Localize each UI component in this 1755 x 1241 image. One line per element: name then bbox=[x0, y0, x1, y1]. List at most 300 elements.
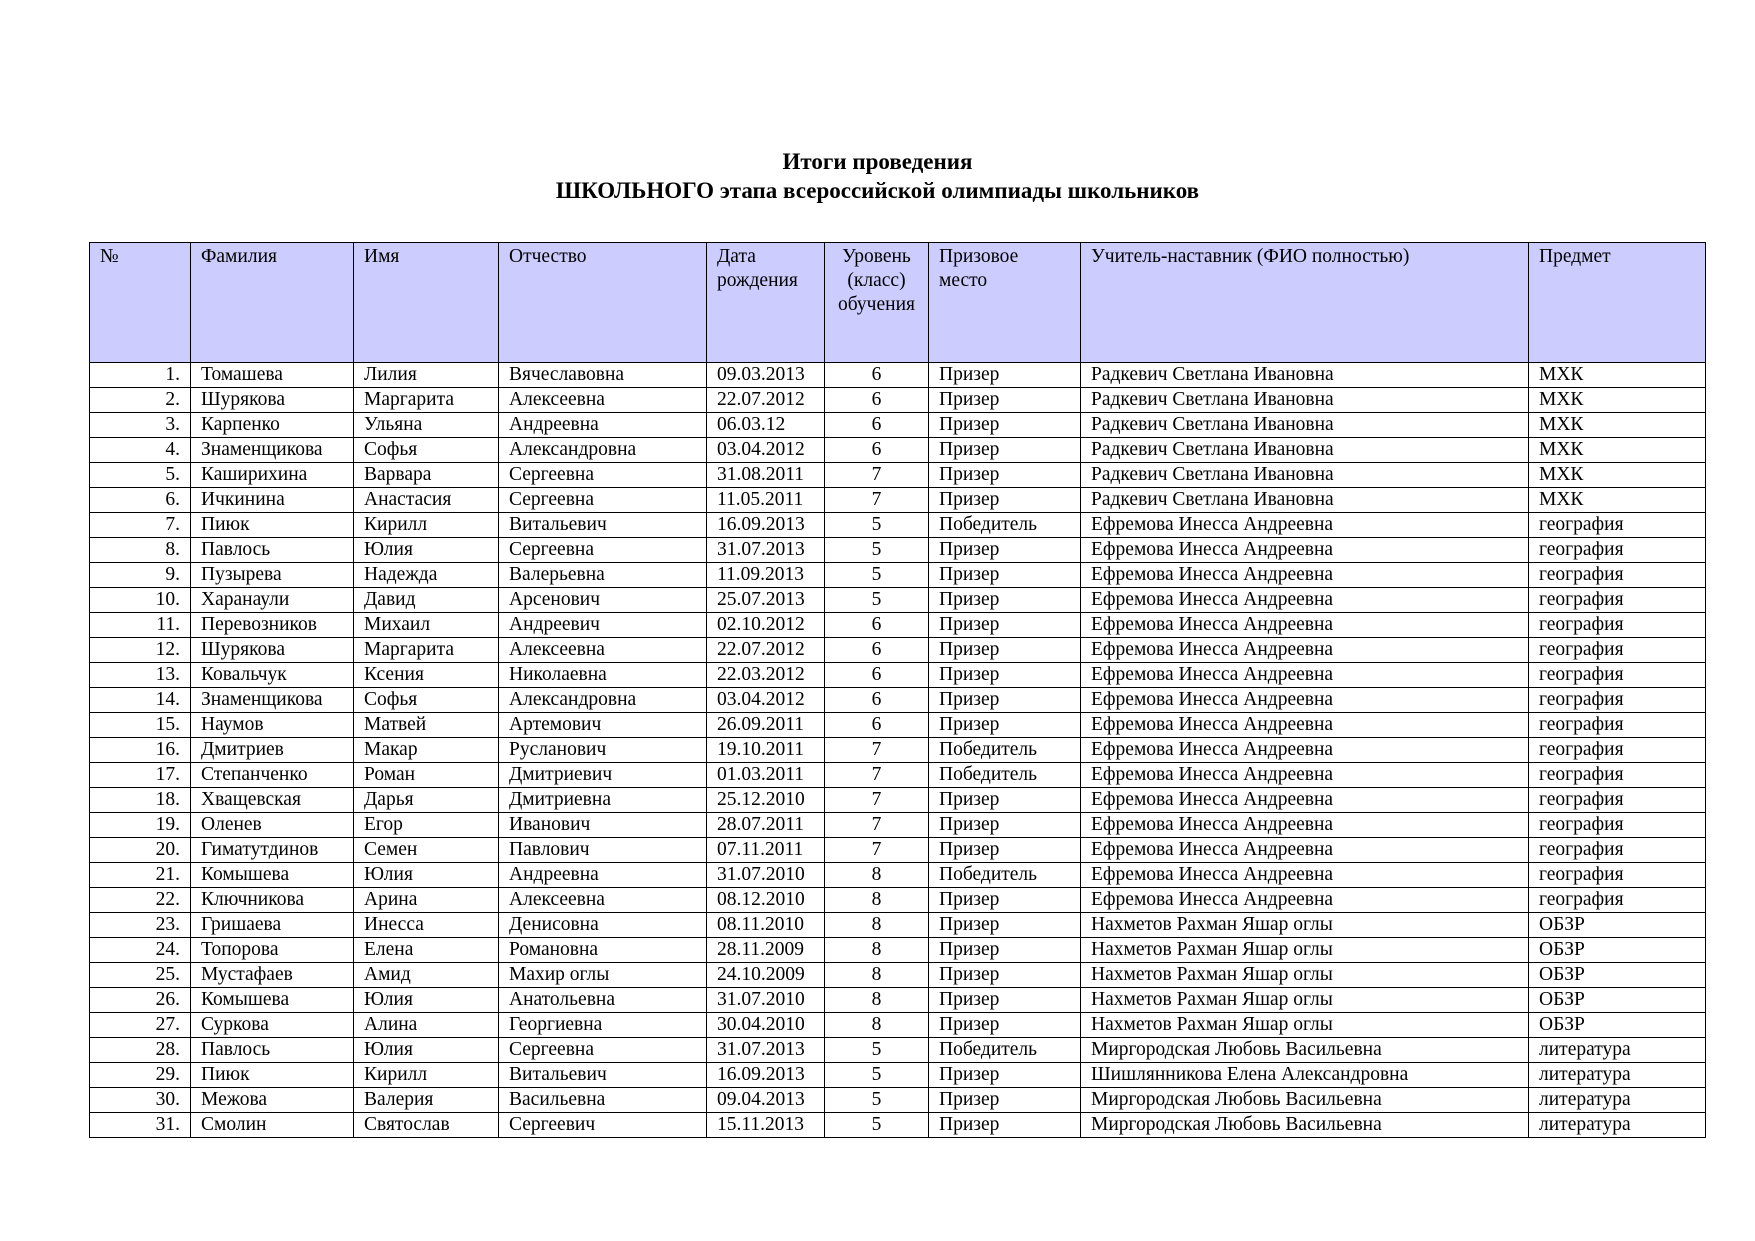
cell-num: 30. bbox=[90, 1088, 191, 1113]
cell-place: Победитель bbox=[929, 863, 1081, 888]
cell-name: Дарья bbox=[354, 788, 499, 813]
header-teacher: Учитель-наставник (ФИО полностью) bbox=[1081, 243, 1529, 363]
table-row bbox=[90, 788, 1706, 813]
cell-birthdate: 03.04.2012 bbox=[707, 438, 825, 463]
cell-level: 6 bbox=[825, 663, 929, 688]
table-row bbox=[90, 438, 1706, 463]
cell-birthdate: 28.07.2011 bbox=[707, 813, 825, 838]
cell-birthdate: 22.07.2012 bbox=[707, 638, 825, 663]
cell-birthdate: 03.04.2012 bbox=[707, 688, 825, 713]
table-row bbox=[90, 863, 1706, 888]
cell-patronymic: Андреевич bbox=[499, 613, 707, 638]
cell-surname: Харанаули bbox=[191, 588, 354, 613]
cell-surname: Перевозников bbox=[191, 613, 354, 638]
cell-level: 8 bbox=[825, 963, 929, 988]
cell-place: Призер bbox=[929, 1113, 1081, 1138]
cell-place: Призер bbox=[929, 713, 1081, 738]
cell-surname: Томашева bbox=[191, 363, 354, 388]
cell-place: Призер bbox=[929, 463, 1081, 488]
cell-birthdate: 22.03.2012 bbox=[707, 663, 825, 688]
table-row bbox=[90, 638, 1706, 663]
cell-place: Призер bbox=[929, 663, 1081, 688]
cell-patronymic: Артемович bbox=[499, 713, 707, 738]
cell-level: 5 bbox=[825, 513, 929, 538]
cell-place: Победитель bbox=[929, 513, 1081, 538]
table-row bbox=[90, 1063, 1706, 1088]
cell-level: 6 bbox=[825, 713, 929, 738]
table-row bbox=[90, 613, 1706, 638]
cell-surname: Межова bbox=[191, 1088, 354, 1113]
cell-name: Матвей bbox=[354, 713, 499, 738]
cell-patronymic: Николаевна bbox=[499, 663, 707, 688]
cell-name: Арина bbox=[354, 888, 499, 913]
cell-name: Святослав bbox=[354, 1113, 499, 1138]
cell-num: 16. bbox=[90, 738, 191, 763]
cell-level: 8 bbox=[825, 888, 929, 913]
cell-level: 5 bbox=[825, 563, 929, 588]
cell-level: 5 bbox=[825, 1038, 929, 1063]
cell-teacher: Ефремова Инесса Андреевна bbox=[1081, 513, 1529, 538]
table-row bbox=[90, 713, 1706, 738]
cell-level: 5 bbox=[825, 588, 929, 613]
cell-level: 8 bbox=[825, 863, 929, 888]
cell-birthdate: 31.07.2013 bbox=[707, 1038, 825, 1063]
cell-teacher: Ефремова Инесса Андреевна bbox=[1081, 838, 1529, 863]
cell-birthdate: 01.03.2011 bbox=[707, 763, 825, 788]
cell-place: Призер bbox=[929, 888, 1081, 913]
cell-place: Призер bbox=[929, 363, 1081, 388]
cell-teacher: Ефремова Инесса Андреевна bbox=[1081, 663, 1529, 688]
cell-name: Софья bbox=[354, 688, 499, 713]
cell-name: Амид bbox=[354, 963, 499, 988]
cell-subject: география bbox=[1529, 838, 1706, 863]
cell-subject: география bbox=[1529, 663, 1706, 688]
table-row bbox=[90, 1013, 1706, 1038]
cell-name: Софья bbox=[354, 438, 499, 463]
cell-surname: Комышева bbox=[191, 863, 354, 888]
cell-place: Призер bbox=[929, 1088, 1081, 1113]
cell-teacher: Радкевич Светлана Ивановна bbox=[1081, 413, 1529, 438]
table-row bbox=[90, 388, 1706, 413]
table-row bbox=[90, 413, 1706, 438]
table-row bbox=[90, 988, 1706, 1013]
cell-teacher: Миргородская Любовь Васильевна bbox=[1081, 1088, 1529, 1113]
table-row bbox=[90, 1038, 1706, 1063]
cell-subject: география bbox=[1529, 563, 1706, 588]
table-row bbox=[90, 488, 1706, 513]
cell-name: Валерия bbox=[354, 1088, 499, 1113]
cell-place: Призер bbox=[929, 1013, 1081, 1038]
cell-birthdate: 06.03.12 bbox=[707, 413, 825, 438]
cell-patronymic: Валерьевна bbox=[499, 563, 707, 588]
table-row bbox=[90, 963, 1706, 988]
cell-level: 8 bbox=[825, 913, 929, 938]
cell-patronymic: Арсенович bbox=[499, 588, 707, 613]
cell-birthdate: 31.07.2010 bbox=[707, 863, 825, 888]
cell-level: 6 bbox=[825, 613, 929, 638]
cell-teacher: Миргородская Любовь Васильевна bbox=[1081, 1038, 1529, 1063]
cell-teacher: Миргородская Любовь Васильевна bbox=[1081, 1113, 1529, 1138]
cell-patronymic: Иванович bbox=[499, 813, 707, 838]
cell-birthdate: 31.07.2013 bbox=[707, 538, 825, 563]
cell-teacher: Радкевич Светлана Ивановна bbox=[1081, 488, 1529, 513]
table-row bbox=[90, 888, 1706, 913]
header-birthdate: Дата рождения bbox=[707, 243, 825, 363]
cell-subject: география bbox=[1529, 588, 1706, 613]
cell-num: 18. bbox=[90, 788, 191, 813]
cell-surname: Ичкинина bbox=[191, 488, 354, 513]
cell-subject: ОБЗР bbox=[1529, 913, 1706, 938]
cell-num: 20. bbox=[90, 838, 191, 863]
cell-patronymic: Русланович bbox=[499, 738, 707, 763]
cell-birthdate: 16.09.2013 bbox=[707, 513, 825, 538]
cell-subject: МХК bbox=[1529, 438, 1706, 463]
cell-num: 6. bbox=[90, 488, 191, 513]
cell-surname: Наумов bbox=[191, 713, 354, 738]
cell-teacher: Радкевич Светлана Ивановна bbox=[1081, 388, 1529, 413]
cell-name: Ульяна bbox=[354, 413, 499, 438]
cell-patronymic: Махир оглы bbox=[499, 963, 707, 988]
cell-name: Михаил bbox=[354, 613, 499, 638]
cell-teacher: Ефремова Инесса Андреевна bbox=[1081, 788, 1529, 813]
cell-birthdate: 16.09.2013 bbox=[707, 1063, 825, 1088]
cell-teacher: Шишлянникова Елена Александровна bbox=[1081, 1063, 1529, 1088]
cell-surname: Павлось bbox=[191, 1038, 354, 1063]
header-row bbox=[90, 243, 1706, 363]
cell-place: Призер bbox=[929, 438, 1081, 463]
cell-place: Призер bbox=[929, 588, 1081, 613]
cell-name: Юлия bbox=[354, 988, 499, 1013]
cell-subject: география bbox=[1529, 738, 1706, 763]
cell-surname: Карпенко bbox=[191, 413, 354, 438]
cell-subject: география bbox=[1529, 513, 1706, 538]
cell-teacher: Ефремова Инесса Андреевна bbox=[1081, 688, 1529, 713]
cell-surname: Знаменщикова bbox=[191, 438, 354, 463]
cell-teacher: Нахметов Рахман Яшар оглы bbox=[1081, 1013, 1529, 1038]
table-row bbox=[90, 763, 1706, 788]
cell-teacher: Ефремова Инесса Андреевна bbox=[1081, 888, 1529, 913]
header-name: Имя bbox=[354, 243, 499, 363]
cell-level: 8 bbox=[825, 1013, 929, 1038]
document-title bbox=[0, 147, 1755, 205]
cell-subject: география bbox=[1529, 763, 1706, 788]
cell-subject: литература bbox=[1529, 1088, 1706, 1113]
cell-name: Елена bbox=[354, 938, 499, 963]
title-line-1: Итоги проведения bbox=[782, 149, 973, 174]
cell-name: Инесса bbox=[354, 913, 499, 938]
cell-num: 13. bbox=[90, 663, 191, 688]
cell-level: 5 bbox=[825, 538, 929, 563]
cell-level: 6 bbox=[825, 363, 929, 388]
cell-num: 31. bbox=[90, 1113, 191, 1138]
cell-subject: МХК bbox=[1529, 463, 1706, 488]
cell-level: 7 bbox=[825, 763, 929, 788]
cell-name: Маргарита bbox=[354, 638, 499, 663]
table-header bbox=[90, 243, 1706, 363]
table-row bbox=[90, 938, 1706, 963]
cell-place: Призер bbox=[929, 413, 1081, 438]
cell-subject: литература bbox=[1529, 1038, 1706, 1063]
cell-place: Призер bbox=[929, 563, 1081, 588]
cell-place: Призер bbox=[929, 788, 1081, 813]
cell-place: Призер bbox=[929, 938, 1081, 963]
cell-patronymic: Алексеевна bbox=[499, 388, 707, 413]
cell-level: 6 bbox=[825, 388, 929, 413]
cell-teacher: Радкевич Светлана Ивановна bbox=[1081, 363, 1529, 388]
cell-num: 9. bbox=[90, 563, 191, 588]
cell-patronymic: Дмитриевна bbox=[499, 788, 707, 813]
cell-patronymic: Сергеевна bbox=[499, 1038, 707, 1063]
cell-patronymic: Васильевна bbox=[499, 1088, 707, 1113]
cell-num: 26. bbox=[90, 988, 191, 1013]
cell-subject: география bbox=[1529, 888, 1706, 913]
cell-teacher: Радкевич Светлана Ивановна bbox=[1081, 463, 1529, 488]
cell-place: Победитель bbox=[929, 738, 1081, 763]
cell-place: Призер bbox=[929, 963, 1081, 988]
cell-level: 7 bbox=[825, 838, 929, 863]
table-row bbox=[90, 563, 1706, 588]
cell-teacher: Ефремова Инесса Андреевна bbox=[1081, 538, 1529, 563]
cell-place: Призер bbox=[929, 1063, 1081, 1088]
cell-teacher: Нахметов Рахман Яшар оглы bbox=[1081, 988, 1529, 1013]
cell-subject: география bbox=[1529, 638, 1706, 663]
cell-patronymic: Андреевна bbox=[499, 863, 707, 888]
cell-teacher: Ефремова Инесса Андреевна bbox=[1081, 713, 1529, 738]
cell-teacher: Ефремова Инесса Андреевна bbox=[1081, 563, 1529, 588]
cell-num: 4. bbox=[90, 438, 191, 463]
cell-surname: Пиюк bbox=[191, 1063, 354, 1088]
cell-name: Лилия bbox=[354, 363, 499, 388]
cell-surname: Ковальчук bbox=[191, 663, 354, 688]
cell-place: Призер bbox=[929, 988, 1081, 1013]
header-subject: Предмет bbox=[1529, 243, 1706, 363]
table-row bbox=[90, 513, 1706, 538]
cell-subject: литература bbox=[1529, 1063, 1706, 1088]
cell-num: 24. bbox=[90, 938, 191, 963]
cell-place: Победитель bbox=[929, 763, 1081, 788]
cell-num: 19. bbox=[90, 813, 191, 838]
cell-teacher: Ефремова Инесса Андреевна bbox=[1081, 813, 1529, 838]
cell-subject: ОБЗР bbox=[1529, 988, 1706, 1013]
cell-place: Призер bbox=[929, 488, 1081, 513]
table-row bbox=[90, 738, 1706, 763]
cell-birthdate: 19.10.2011 bbox=[707, 738, 825, 763]
cell-place: Призер bbox=[929, 538, 1081, 563]
cell-name: Кирилл bbox=[354, 1063, 499, 1088]
cell-num: 14. bbox=[90, 688, 191, 713]
cell-num: 22. bbox=[90, 888, 191, 913]
cell-num: 8. bbox=[90, 538, 191, 563]
cell-surname: Смолин bbox=[191, 1113, 354, 1138]
cell-name: Варвара bbox=[354, 463, 499, 488]
cell-patronymic: Александровна bbox=[499, 688, 707, 713]
cell-surname: Каширихина bbox=[191, 463, 354, 488]
cell-level: 7 bbox=[825, 463, 929, 488]
cell-patronymic: Алексеевна bbox=[499, 638, 707, 663]
cell-patronymic: Денисовна bbox=[499, 913, 707, 938]
cell-name: Кирилл bbox=[354, 513, 499, 538]
cell-place: Призер bbox=[929, 813, 1081, 838]
cell-level: 7 bbox=[825, 738, 929, 763]
cell-num: 27. bbox=[90, 1013, 191, 1038]
table-row bbox=[90, 1088, 1706, 1113]
cell-name: Макар bbox=[354, 738, 499, 763]
cell-name: Маргарита bbox=[354, 388, 499, 413]
cell-num: 11. bbox=[90, 613, 191, 638]
cell-teacher: Нахметов Рахман Яшар оглы bbox=[1081, 938, 1529, 963]
cell-patronymic: Георгиевна bbox=[499, 1013, 707, 1038]
cell-level: 5 bbox=[825, 1063, 929, 1088]
cell-teacher: Ефремова Инесса Андреевна bbox=[1081, 863, 1529, 888]
cell-level: 6 bbox=[825, 688, 929, 713]
cell-place: Призер bbox=[929, 388, 1081, 413]
cell-place: Призер bbox=[929, 613, 1081, 638]
cell-level: 8 bbox=[825, 988, 929, 1013]
cell-birthdate: 11.09.2013 bbox=[707, 563, 825, 588]
cell-place: Призер bbox=[929, 838, 1081, 863]
cell-birthdate: 08.11.2010 bbox=[707, 913, 825, 938]
cell-birthdate: 31.07.2010 bbox=[707, 988, 825, 1013]
cell-birthdate: 26.09.2011 bbox=[707, 713, 825, 738]
cell-num: 25. bbox=[90, 963, 191, 988]
cell-birthdate: 11.05.2011 bbox=[707, 488, 825, 513]
cell-num: 23. bbox=[90, 913, 191, 938]
cell-birthdate: 30.04.2010 bbox=[707, 1013, 825, 1038]
cell-place: Призер bbox=[929, 638, 1081, 663]
cell-teacher: Ефремова Инесса Андреевна bbox=[1081, 638, 1529, 663]
cell-place: Призер bbox=[929, 913, 1081, 938]
cell-surname: Комышева bbox=[191, 988, 354, 1013]
cell-surname: Степанченко bbox=[191, 763, 354, 788]
cell-birthdate: 15.11.2013 bbox=[707, 1113, 825, 1138]
cell-birthdate: 25.12.2010 bbox=[707, 788, 825, 813]
cell-name: Алина bbox=[354, 1013, 499, 1038]
table-row bbox=[90, 913, 1706, 938]
cell-name: Юлия bbox=[354, 538, 499, 563]
cell-name: Анастасия bbox=[354, 488, 499, 513]
cell-teacher: Ефремова Инесса Андреевна bbox=[1081, 763, 1529, 788]
cell-subject: география bbox=[1529, 713, 1706, 738]
cell-num: 12. bbox=[90, 638, 191, 663]
cell-subject: МХК bbox=[1529, 363, 1706, 388]
cell-level: 6 bbox=[825, 413, 929, 438]
cell-surname: Хващевская bbox=[191, 788, 354, 813]
cell-patronymic: Анатольевна bbox=[499, 988, 707, 1013]
header-surname: Фамилия bbox=[191, 243, 354, 363]
cell-name: Юлия bbox=[354, 1038, 499, 1063]
cell-teacher: Ефремова Инесса Андреевна bbox=[1081, 613, 1529, 638]
cell-patronymic: Алексеевна bbox=[499, 888, 707, 913]
cell-teacher: Ефремова Инесса Андреевна bbox=[1081, 588, 1529, 613]
cell-patronymic: Сергеевна bbox=[499, 463, 707, 488]
cell-place: Призер bbox=[929, 688, 1081, 713]
header-level: Уровень (класс) обучения bbox=[825, 243, 929, 363]
cell-name: Ксения bbox=[354, 663, 499, 688]
cell-subject: география bbox=[1529, 688, 1706, 713]
cell-num: 3. bbox=[90, 413, 191, 438]
cell-subject: ОБЗР bbox=[1529, 1013, 1706, 1038]
cell-patronymic: Андреевна bbox=[499, 413, 707, 438]
cell-surname: Шурякова bbox=[191, 388, 354, 413]
cell-birthdate: 08.12.2010 bbox=[707, 888, 825, 913]
cell-patronymic: Сергеевна bbox=[499, 488, 707, 513]
cell-subject: ОБЗР bbox=[1529, 963, 1706, 988]
table-body bbox=[90, 363, 1706, 1138]
cell-subject: ОБЗР bbox=[1529, 938, 1706, 963]
cell-num: 21. bbox=[90, 863, 191, 888]
cell-place: Победитель bbox=[929, 1038, 1081, 1063]
table-row bbox=[90, 838, 1706, 863]
cell-level: 7 bbox=[825, 813, 929, 838]
header-num: № bbox=[90, 243, 191, 363]
cell-level: 5 bbox=[825, 1088, 929, 1113]
cell-teacher: Ефремова Инесса Андреевна bbox=[1081, 738, 1529, 763]
cell-birthdate: 09.03.2013 bbox=[707, 363, 825, 388]
cell-level: 7 bbox=[825, 488, 929, 513]
cell-name: Роман bbox=[354, 763, 499, 788]
header-patronymic: Отчество bbox=[499, 243, 707, 363]
cell-surname: Суркова bbox=[191, 1013, 354, 1038]
cell-surname: Топорова bbox=[191, 938, 354, 963]
table-row bbox=[90, 463, 1706, 488]
cell-birthdate: 24.10.2009 bbox=[707, 963, 825, 988]
cell-patronymic: Сергеевна bbox=[499, 538, 707, 563]
cell-num: 2. bbox=[90, 388, 191, 413]
cell-surname: Пузырева bbox=[191, 563, 354, 588]
cell-name: Егор bbox=[354, 813, 499, 838]
cell-birthdate: 09.04.2013 bbox=[707, 1088, 825, 1113]
cell-patronymic: Сергеевич bbox=[499, 1113, 707, 1138]
cell-level: 7 bbox=[825, 788, 929, 813]
table-row bbox=[90, 1113, 1706, 1138]
title-line-2: ШКОЛЬНОГО этапа всероссийской олимпиады школьников bbox=[555, 178, 1200, 203]
cell-num: 28. bbox=[90, 1038, 191, 1063]
cell-name: Давид bbox=[354, 588, 499, 613]
cell-patronymic: Витальевич bbox=[499, 513, 707, 538]
cell-surname: Пиюк bbox=[191, 513, 354, 538]
cell-num: 5. bbox=[90, 463, 191, 488]
table-row bbox=[90, 363, 1706, 388]
cell-subject: литература bbox=[1529, 1113, 1706, 1138]
cell-surname: Ключникова bbox=[191, 888, 354, 913]
cell-teacher: Нахметов Рахман Яшар оглы bbox=[1081, 913, 1529, 938]
table-row bbox=[90, 813, 1706, 838]
cell-surname: Знаменщикова bbox=[191, 688, 354, 713]
cell-name: Надежда bbox=[354, 563, 499, 588]
cell-num: 17. bbox=[90, 763, 191, 788]
cell-patronymic: Павлович bbox=[499, 838, 707, 863]
cell-name: Семен bbox=[354, 838, 499, 863]
cell-surname: Дмитриев bbox=[191, 738, 354, 763]
table-row bbox=[90, 663, 1706, 688]
cell-subject: география bbox=[1529, 538, 1706, 563]
cell-birthdate: 25.07.2013 bbox=[707, 588, 825, 613]
results-table bbox=[89, 242, 1706, 1138]
cell-subject: МХК bbox=[1529, 388, 1706, 413]
cell-teacher: Радкевич Светлана Ивановна bbox=[1081, 438, 1529, 463]
cell-birthdate: 22.07.2012 bbox=[707, 388, 825, 413]
cell-surname: Павлось bbox=[191, 538, 354, 563]
cell-patronymic: Романовна bbox=[499, 938, 707, 963]
cell-teacher: Нахметов Рахман Яшар оглы bbox=[1081, 963, 1529, 988]
header-place: Призовое место bbox=[929, 243, 1081, 363]
cell-surname: Оленев bbox=[191, 813, 354, 838]
cell-level: 8 bbox=[825, 938, 929, 963]
cell-birthdate: 28.11.2009 bbox=[707, 938, 825, 963]
cell-num: 10. bbox=[90, 588, 191, 613]
cell-subject: география bbox=[1529, 813, 1706, 838]
cell-num: 15. bbox=[90, 713, 191, 738]
